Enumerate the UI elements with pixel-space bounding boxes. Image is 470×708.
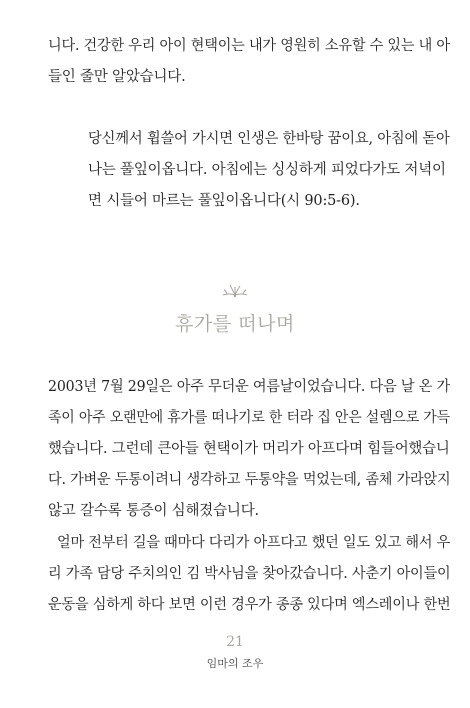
body-line: 했습니다. 그런데 큰아들 현택이가 머리가 아프다며 힘들어했습니 (48, 441, 450, 457)
intro-line: 들인 줄만 알았습니다. (48, 69, 186, 85)
running-footer-title: 임마의 조우 (206, 657, 264, 670)
body-line: 얼마 전부터 길을 때마다 다리가 아프다고 했던 일도 있고 해서 우 (57, 535, 451, 551)
body-line: 2003년 7월 29일은 아주 무더운 여름날이었습니다. 다음 날 온 가 (48, 379, 451, 395)
section-heading: 휴가를 떠나며 (175, 313, 295, 335)
intro-line: 니다. 건강한 우리 아이 현택이는 내가 영원히 소유할 수 있는 내 아 (48, 38, 450, 54)
quote-line: 나는 풀잎이옵니다. 아침에는 싱싱하게 피었다가도 저녁이 (88, 162, 446, 178)
body-line: 운동을 심하게 하다 보면 이런 경우가 종종 있다며 엑스레이나 한번 (48, 597, 451, 613)
quote-line: 면 시들어 마르는 풀잎이옵니다(시 90:5-6). (88, 193, 360, 209)
body-line: 리 가족 담당 주치의인 김 박사님을 찾아갔습니다. 사춘기 아이들이 (48, 566, 451, 582)
floral-ornament-icon (221, 283, 249, 301)
body-line: 다. 가벼운 두통이려니 생각하고 두통약을 먹었는데, 좀체 가라앉지 (48, 472, 451, 488)
page-number: 21 (226, 634, 244, 650)
body-line: 족이 아주 오랜만에 휴가를 떠나기로 한 터라 집 안은 설렘으로 가득 (48, 410, 450, 426)
body-line: 않고 갈수록 통증이 심해졌습니다. (48, 503, 259, 519)
quote-line: 당신께서 휩쓸어 가시면 인생은 한바탕 꿈이요, 아침에 돋아 (88, 131, 450, 147)
